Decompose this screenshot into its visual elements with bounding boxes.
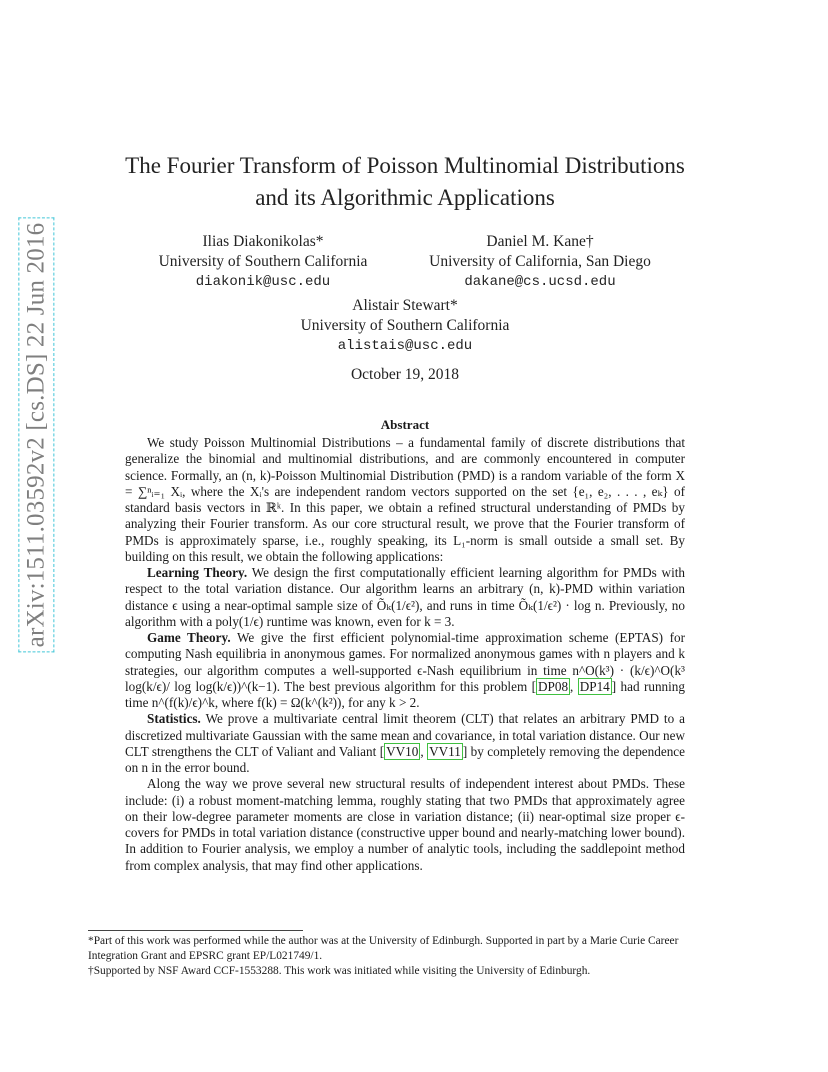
statistics-heading: Statistics. [147,711,201,727]
citation-link[interactable]: VV11 [429,743,461,759]
footnote-2: †Supported by NSF Award CCF-1553288. This work was initiated while visiting the University of Edinburgh. [88,965,591,977]
abstract-paragraph-game: Game Theory. We give the first efficient polynomial-time approximation scheme (EPTAS) for computing Nash equilibria in anonymous games. For normalized anonymous games with n players and k strategies, our algorithm computes a well-supported ϵ-Nash equilibrium in time n^O(k³) · (k/ϵ)^O(k³ log(k/ϵ)/ log log(k/ϵ))^(k−1). The best previous algorithm for this problem [ DP08 , DP14 ] had running time n^(f(k)/ϵ)^k, where f(k) = Ω(k^(k²)), for any k > 2. [125,630,686,710]
title-line-2: and its Algorithmic Applications [255,185,555,210]
game-theory-heading: Game Theory. [147,630,231,645]
arxiv-identifier[interactable]: arXiv:1511.03592v2 [cs.DS] 22 Jun 2016 [18,218,54,653]
author-affiliation: University of Southern California [158,253,368,270]
author-block-3 [280,296,530,356]
abstract-body [125,435,685,874]
author-affiliation: University of California, San Diego [429,253,651,270]
learning-theory-text: We design the first computationally efficient learning algorithm for PMDs with respect to the total variation distance. Our algorithm learns an arbitrary (n, k)-PMD within variation distance ϵ using a near-optimal sample size of Õₖ(1/ϵ²), and runs in time Õₖ(1/ϵ²) · log n. Previously, no algorithm with a poly(1/ϵ) runtime was known, even for k = 3. [125,565,685,629]
citation-link[interactable]: VV10 [386,743,419,759]
arxiv-stamp[interactable] [16,222,56,648]
abstract-paragraph-intro: We study Poisson Multinomial Distributions – a fundamental family of discrete distributions that generalize the binomial and multinomial distributions, and are commonly encountered in computer science. Formally, an (n, k)-Poisson Multinomial Distribution (PMD) is a random variable of the form X = ∑ⁿᵢ₌₁ Xᵢ, where the Xᵢ's are independent random vectors supported on the set {e₁, e₂, . . . , eₖ} of standard basis vectors in ℝᵏ. In this paper, we obtain a refined structural understanding of PMDs by analyzing their Fourier transform. As our core structural result, we prove that the Fourier transform of PMDs is approximately sparse, i.e., roughly speaking, its L₁-norm is small outside a small set. By building on this result, we obtain the following applications: [125,435,685,564]
author-block-2 [410,232,670,292]
abstract-paragraph-structural: Along the way we prove several new structural results of independent interest about PMDs. These include: (i) a robust moment-matching lemma, roughly stating that two PMDs that approximately agree on their low-degree parameter moments are close in variation distance; (ii) near-optimal size proper ϵ-covers for PMDs in total variation distance (constructive upper bound and nearly-matching lower bound). In addition to Fourier analysis, we employ a number of analytic tools, including the saddlepoint method from complex analysis, that may find other applications. [125,776,685,873]
author-email[interactable]: dakane@cs.ucsd.edu [464,274,616,290]
author-email[interactable]: alistais@usc.edu [337,338,473,354]
author-name: Ilias Diakonikolas* [202,233,324,250]
paper-title [100,150,710,214]
learning-theory-heading: Learning Theory. [147,565,248,580]
author-email[interactable]: diakonik@usc.edu [195,274,331,290]
footnote-divider [88,930,303,931]
author-block-1 [140,232,386,292]
abstract-paragraph-statistics: Statistics. We prove a multivariate central limit theorem (CLT) that relates an arbitrary PMD to a discretized multivariate Gaussian with the same mean and covariance, in total variation distance. Our new CLT strengthens the CLT of Valiant and Valiant [ VV10 , VV11 ] by completely removing the dependence on n in the error bound. [125,711,685,775]
footnotes [88,934,728,979]
author-name: Alistair Stewart* [352,297,458,314]
citation-link[interactable]: DP14 [579,678,610,694]
title-line-1: The Fourier Transform of Poisson Multinomial Distributions [125,153,685,178]
abstract-paragraph-learning [125,565,685,630]
statistics-text: We prove a multivariate central limit theorem (CLT) that relates an arbitrary PMD to a discretized multivariate Gaussian with the same mean and covariance, in total variation distance. Our new CLT strengthens the CLT of Valiant and Valiant [125,711,685,759]
game-theory-text-cont: had running time n^(f(k)/ϵ)^k, where f(k) = Ω(k^(k²)), for any k > 2. [125,678,685,710]
citation-link[interactable]: DP08 [538,678,569,694]
author-name: Daniel M. Kane† [486,233,594,250]
statistics-text-cont: by completely removing the dependence on n in the error bound. [125,743,685,775]
abstract-heading: Abstract [380,417,430,432]
footnote-1: *Part of this work was performed while the author was at the University of Edinburgh. Supported in part by a Marie Curie Career Integration Grant and EPSRC grant EP/L021749/1. [88,935,679,962]
author-affiliation: University of Southern California [300,317,510,334]
game-theory-text: We give the first efficient polynomial-time approximation scheme (EPTAS) for computing Nash equilibria in anonymous games. For normalized anonymous games with n players and k strategies, our algorithm computes a well-supported ϵ-Nash equilibrium in time n^O(k³) · (k/ϵ)^O(k³ log(k/ϵ)/ log log(k/ϵ))^(k−1). The best previous algorithm for this problem [125,630,686,694]
paper-date: October 19, 2018 [350,366,460,383]
